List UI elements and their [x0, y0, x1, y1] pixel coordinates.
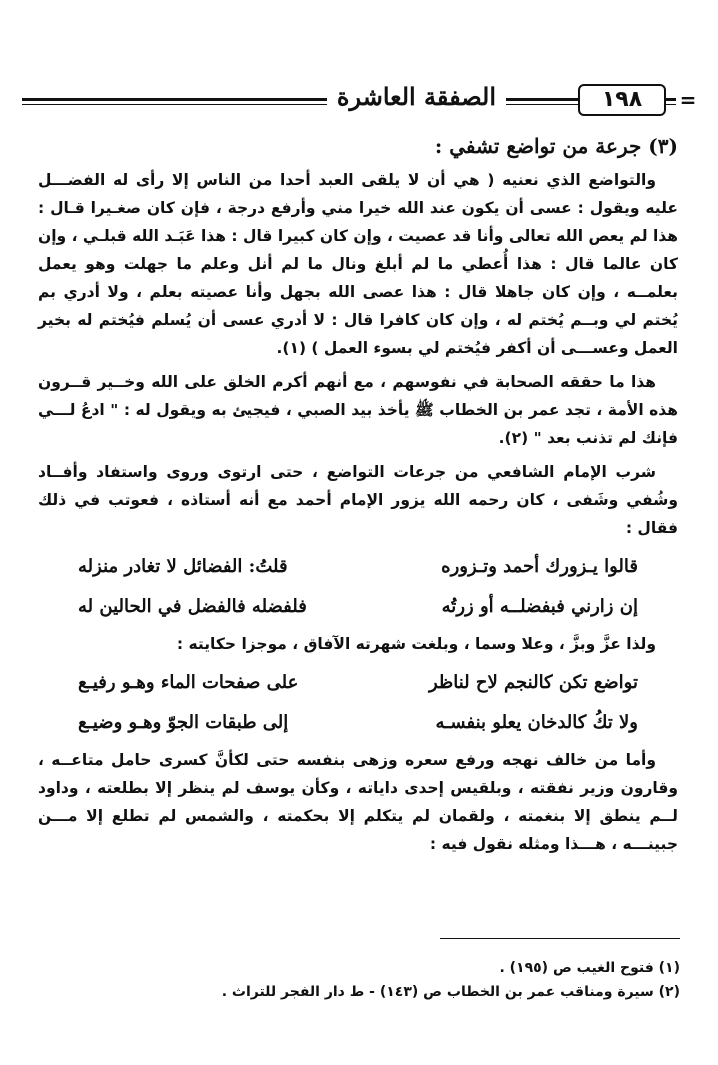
- verse-hemistich-first: تواضع تكن كالنجم لاح لناظر: [428, 672, 638, 693]
- verse-hemistich-second: فلفضله فالفضل في الحالين له: [78, 596, 307, 617]
- verse-hemistich-first: ولا تكُ كالدخان يعلو بنفسـه: [435, 712, 638, 733]
- paragraph-4: ولذا عزَّ وبزَّ ، وعلا وسما ، وبلغت شهرته الآفاق ، موجزا حكايته :: [176, 635, 656, 653]
- section-title: الصفقة العاشرة: [327, 82, 506, 111]
- verse-hemistich-first: إن زارني فبفضلــه أو زرتُه: [441, 596, 638, 617]
- footnote-2: (٢) سيرة ومناقب عمر بن الخطاب ص (١٤٣) - ط دار الفجر للتراث .: [221, 984, 680, 1000]
- page-header: [22, 84, 696, 120]
- verse-hemistich-second: قلتُ: الفضائل لا تغادر منزله: [78, 556, 288, 577]
- verse-hemistich-first: قالوا يـزورك أحمد وتـزوره: [441, 556, 638, 577]
- header-ornament: =: [676, 90, 700, 110]
- footnote-separator: [440, 938, 680, 939]
- verse-line: [78, 592, 638, 622]
- paragraph-3: شرب الإمام الشافعي من جرعات التواضع ، حتى ارتوى وروى واستفاد وأفــاد وشُفي وشَفى ، كان رحمه الله يزور الإمام أحمد مع أنه أستاذه ، فعوتب في ذلك فقال :: [38, 463, 678, 537]
- verse-hemistich-second: إلى طبقات الجوّ وهـو وضيـع: [78, 712, 289, 733]
- main-text: [38, 130, 678, 858]
- paragraph-1: والتواضع الذي نعنيه ( هي أن لا يلقى العبد أحدا من الناس إلا رأى له الفضـــل عليه ويقول : عسى أن يكون عند الله خيرا مني وأرفع درجة ، فإن كان صغـيرا قـال : هذا لم يعص الله تعالى وأنا قد عصيت ، وإن كان كبيرا قال : هذا عَبَـد الله قبلـي ، وإن كان عالما قال : هذا أُعطي ما لم أبلغ ونال ما لم أنل وعلم ما جهلت وهو يعمل بعلمــه ، وإن كان جاهلا قال : هذا عصى الله بجهل وأنا عصيته بعلم ، ولا أدري بم يُختم لي وبــم يُختم له ، وإن كان كافرا قال : لا أدري عسى أن يُسلم فيُختم له بخير العمل وعســـى أن أكفر فيُختم لي بسوء العمل ) (١).: [38, 171, 678, 357]
- footnotes: [40, 956, 680, 1004]
- verse-hemistich-second: على صفحات الماء وهـو رفيـع: [78, 672, 299, 693]
- page-number: ١٩٨: [578, 84, 666, 116]
- subheading: (٣) جرعة من تواضع تشفي :: [434, 134, 678, 158]
- paragraph-2: هذا ما حققه الصحابة في نفوسهم ، مع أنهم أكرم الخلق على الله وخــير قــرون هذه الأمة ، تجد عمر بن الخطاب ﷺ يأخذ بيد الصبي ، فيجيئ به ويقول له : " ادعُ لـــي فإنك لم تذنب بعد " (٢).: [38, 373, 678, 447]
- verse-line: [78, 668, 638, 698]
- paragraph-5: وأما من خالف نهجه ورفع سعره وزهى بنفسه حتى لكأنَّ كسرى حامل متاعــه ، وقارون وزير نفقته ، وبلقيس إحدى داياته ، وكأن يوسف لم ينظر إلا بطلعته ، وداود لــم ينطق إلا بنغمته ، ولقمان لم يتكلم إلا بحكمته ، والشمس لم تطلع إلا مـــن جبينـــه ، هـــذا ومثله نقول فيه :: [38, 751, 678, 853]
- verse-line: [78, 552, 638, 582]
- verse-line: [78, 708, 638, 738]
- footnote-1: (١) فتوح الغيب ص (١٩٥) .: [499, 960, 680, 976]
